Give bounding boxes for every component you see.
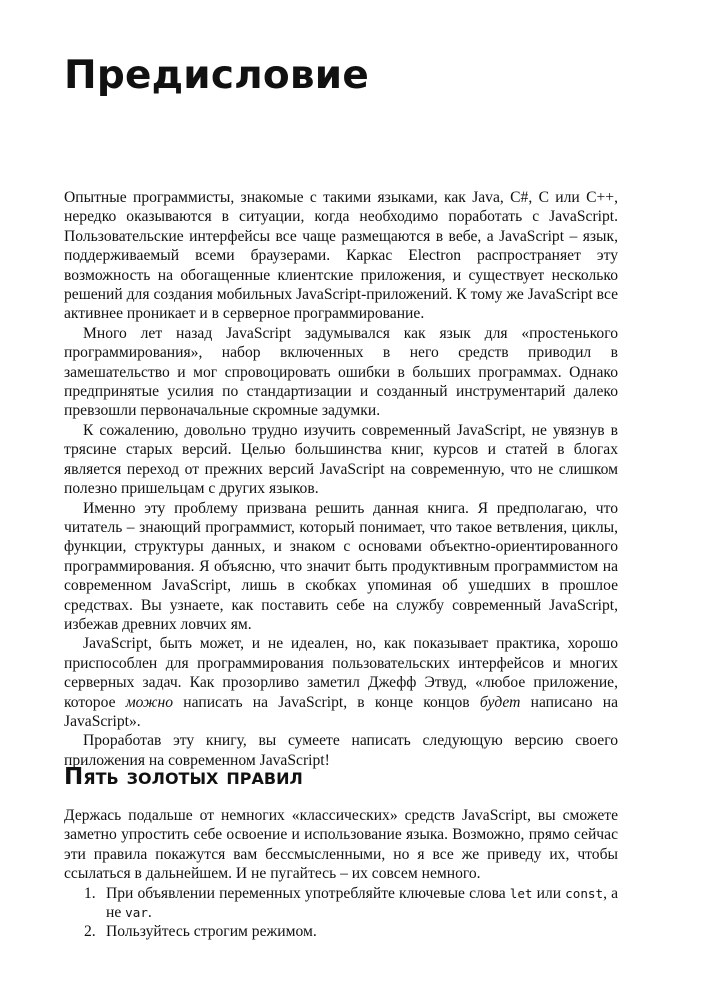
code-keyword-var: var xyxy=(125,905,148,921)
rule-text-before: При объявлении переменных употребляйте ключевые слова xyxy=(106,884,510,902)
preface-paragraph-1: Опытные программисты, знакомые с такими языками, как Java, C#, C или C++, нередко оказываются в ситуации, когда необходимо поработать с JavaScript. Пользовательские интерфейсы все чаще размещаются в вебе, а JavaScript – язык, поддерживаемый всеми браузерами. Каркас Electron распространяет эту возможность на обогащенные клиентские приложения, и существует несколько решений для создания мобильных JavaScript-приложений. К тому же JavaScript все активнее проникает и в серверное программирование. xyxy=(64,189,618,323)
quote-text-after: написано на JavaScript». xyxy=(64,693,618,730)
preface-paragraph-2: Много лет назад JavaScript задумывался как язык для «простенького программирования», набор включенных в него средств приводил в замешательство и мог спровоцировать ошибки в больших программах. Однако предпринятые усилия по стандартизации и созданный инструментарий далеко превзошли первоначальные скромные задумки. xyxy=(64,324,618,420)
rules-list xyxy=(64,884,618,942)
rule-number: 1. xyxy=(84,884,96,902)
code-keyword-let: let xyxy=(509,885,533,901)
rule-number: 2. xyxy=(84,923,96,941)
quote-text-middle: написать на JavaScript, в конце концов xyxy=(173,693,480,711)
closing-paragraph: Проработав эту книгу, вы сумеете написать следующую версию своего приложения на современном JavaScript! xyxy=(64,732,618,769)
quote-emphasis-can: можно xyxy=(125,693,174,711)
rule-text-after: . xyxy=(147,904,152,922)
preface-body xyxy=(64,188,618,770)
code-keyword-const: const xyxy=(565,885,604,901)
rule-text-middle: , а не xyxy=(106,884,619,922)
quote-emphasis-will: будет xyxy=(479,693,521,711)
rule-text-middle: или xyxy=(532,884,566,902)
preface-paragraph-3: К сожалению, довольно трудно изучить современный JavaScript, не увязнув в трясине старых версий. Целью большинства книг, курсов и статей в блогах является переход от прежних версий JavaScript на современную, что не слишком полезно пришельцам с других языков. xyxy=(64,421,618,498)
rules-intro-paragraph: Держась подальше от немногих «классических» средств JavaScript, вы сможете заметно упростить себе освоение и использование языка. Возможно, прямо сейчас эти правила покажутся вам бессмысленными, но я все же приведу их, чтобы ссылаться в дальнейшем. И не пугайтесь – их совсем немного. xyxy=(64,807,618,883)
rule-item-2 xyxy=(64,922,618,941)
chapter-title: Предисловие xyxy=(64,53,369,98)
rules-section-body xyxy=(64,806,618,942)
quote-paragraph xyxy=(64,634,618,731)
section-title: Пять золотых правил xyxy=(64,764,303,790)
rule-item-1 xyxy=(64,884,618,923)
rule-text: Пользуйтесь строгим режимом. xyxy=(106,923,317,941)
preface-paragraph-4: Именно эту проблему призвана решить данная книга. Я предполагаю, что читатель – знающий программист, который понимает, что такое ветвления, циклы, функции, структуры данных, и знаком с основами объектно-ориентированного программирования. Я объясню, что значит быть продуктивным программистом на современном JavaScript, лишь в скобках упоминая об ушедших в прошлое средствах. Вы узнаете, как поставить себе на службу современный JavaScript, избежав древних ловчих ям. xyxy=(64,499,618,633)
quote-text-before: JavaScript, быть может, и не идеален, но, как показывает практика, хорошо приспособлен для программирования пользовательских интерфейсов и многих серверных задач. Как прозорливо заметил Джефф Этвуд, «любое приложение, которое xyxy=(64,635,618,711)
